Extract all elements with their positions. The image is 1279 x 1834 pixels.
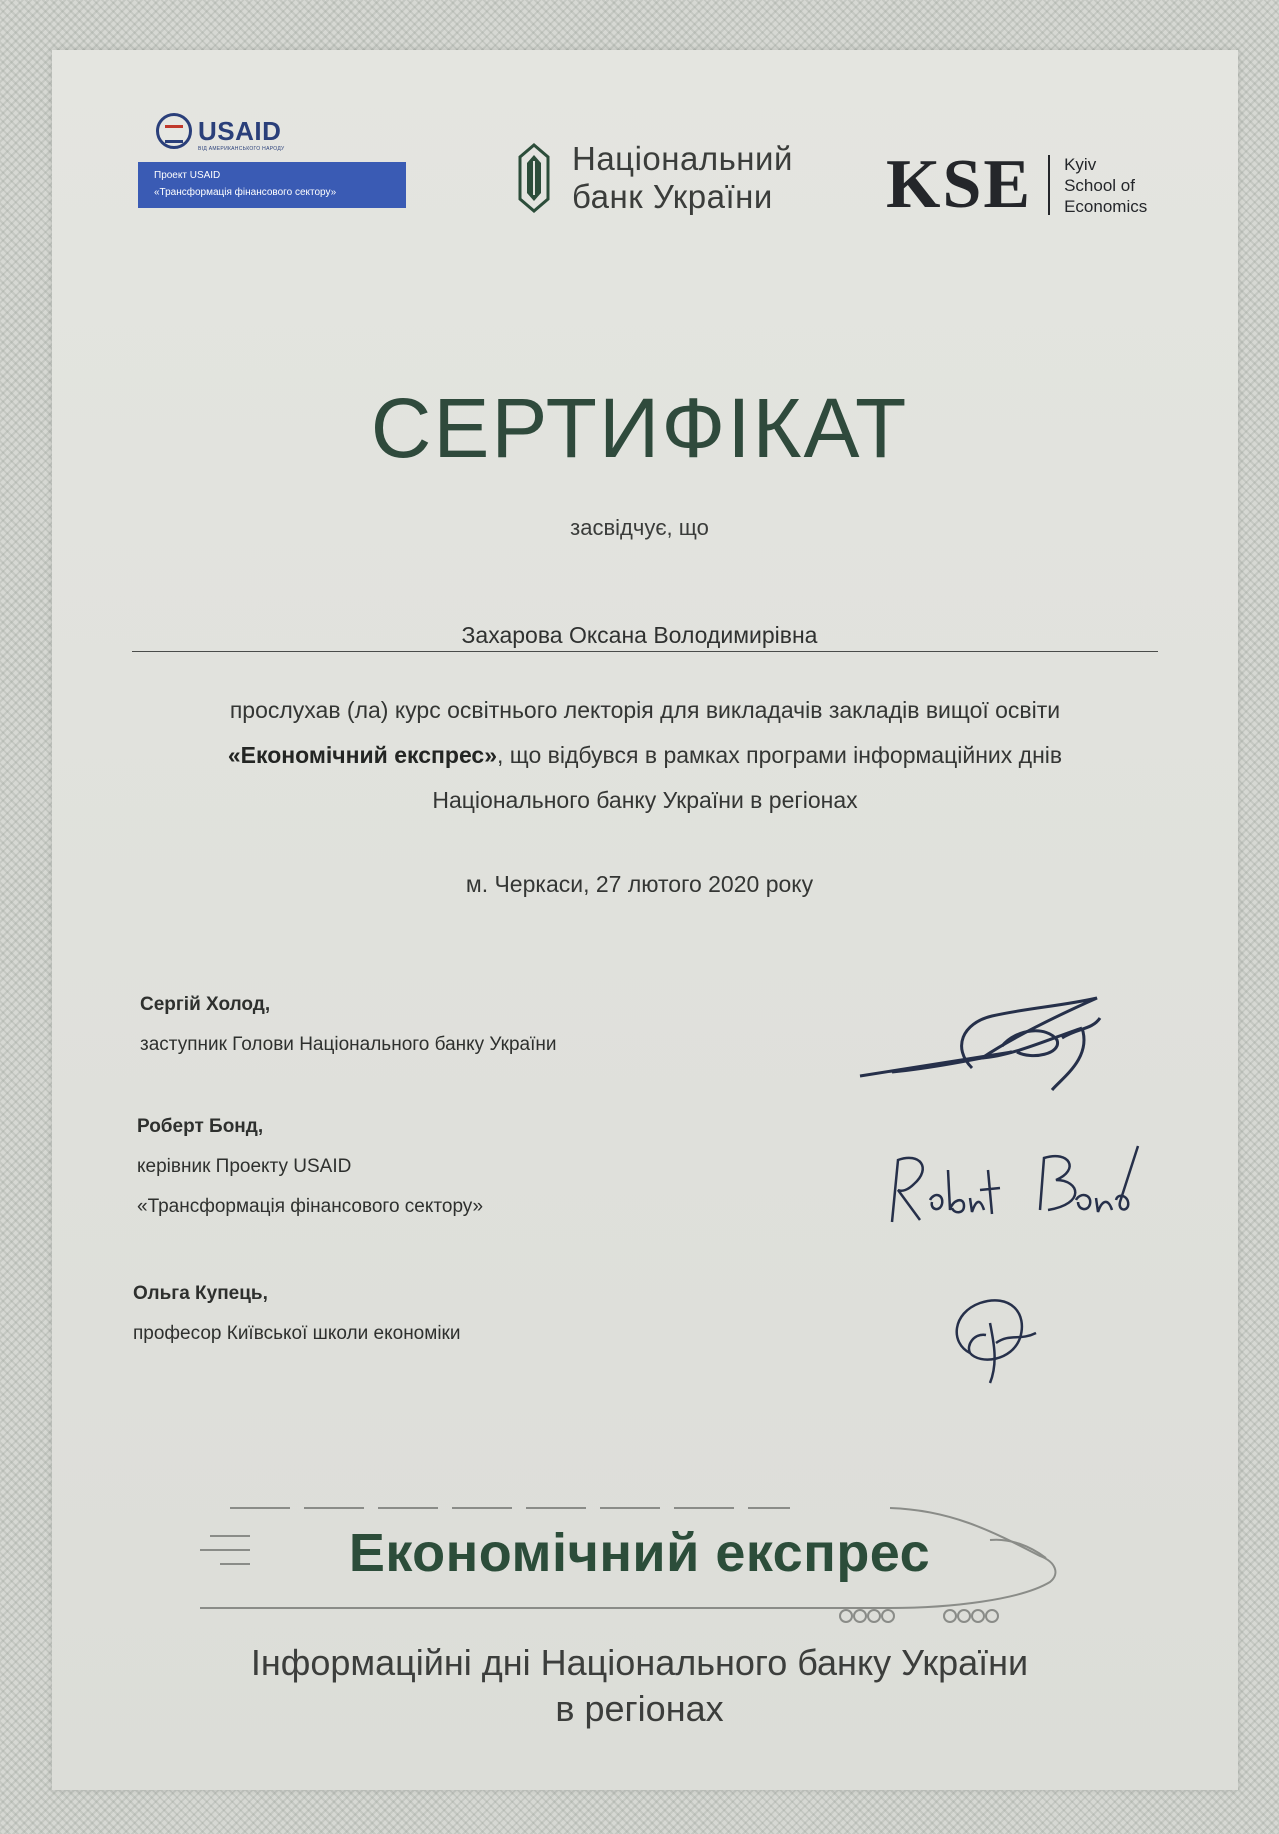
signer-block <box>133 1274 460 1354</box>
express-subtitle-line1: Інформаційні дні Національного банку України <box>250 1642 1029 1683</box>
signer-role: професор Київської школи економіки <box>133 1323 461 1344</box>
nbu-logo <box>516 140 793 216</box>
signer-block <box>137 1107 483 1227</box>
signer-block <box>140 985 556 1065</box>
kse-mark: KSE <box>886 146 1033 223</box>
signer-role-line2: «Трансформація фінансового сектору» <box>137 1196 484 1217</box>
express-subtitle-line2: в регіонах <box>555 1688 724 1729</box>
signer-name: Роберт Бонд, <box>137 1116 264 1137</box>
usaid-wordmark: USAID <box>198 115 282 146</box>
signature-kholod <box>852 968 1132 1098</box>
signature-kupets <box>940 1283 1050 1393</box>
kse-line1: Kyiv <box>1064 154 1097 174</box>
kse-line2: School of <box>1064 175 1135 195</box>
place-date: м. Черкаси, 27 лютого 2020 року <box>465 871 814 897</box>
usaid-banner-line1: Проект USAID <box>154 170 221 181</box>
kse-line3: Economics <box>1064 196 1148 216</box>
express-title: Економічний експрес <box>348 1523 931 1583</box>
body-line-1: прослухав (ла) курс освітнього лекторія для викладачів закладів вищої освіти <box>229 697 1061 723</box>
kse-divider <box>1048 155 1050 215</box>
recipient-name: Захарова Оксана Володимирівна <box>461 622 818 648</box>
usaid-wordmark-row <box>156 112 410 150</box>
usaid-project-banner <box>138 162 406 208</box>
nbu-emblem-icon <box>516 143 552 213</box>
signer-name: Ольга Купець, <box>133 1283 268 1304</box>
kse-logo <box>886 146 1148 223</box>
signer-role: керівник Проекту USAID <box>137 1156 352 1177</box>
signer-role: заступник Голови Національного банку України <box>140 1034 557 1055</box>
course-name: «Економічний експрес» <box>227 742 498 768</box>
body-line-2-rest: , що відбувся в рамках програми інформаційних днів <box>497 742 1063 768</box>
usaid-tagline: ВІД АМЕРИКАНСЬКОГО НАРОДУ <box>198 146 285 152</box>
recipient-underline <box>132 651 1158 652</box>
usaid-banner-line2: «Трансформація фінансового сектору» <box>154 187 337 198</box>
signer-name: Сергій Холод, <box>140 994 271 1015</box>
express-subtitle <box>0 1640 1279 1732</box>
certifies-text: засвідчує, що <box>570 515 709 540</box>
nbu-line2: банк України <box>572 178 773 215</box>
kse-wordmark <box>1064 154 1147 217</box>
certificate-title: СЕРТИФІКАТ <box>370 381 909 475</box>
nbu-wordmark <box>572 140 793 216</box>
usaid-logo <box>138 112 410 208</box>
certificate-body <box>120 688 1170 823</box>
body-line-3: Національного банку України в регіонах <box>432 787 858 813</box>
body-line-2 <box>120 733 1170 778</box>
signature-bond <box>880 1140 1160 1240</box>
usaid-seal-icon <box>156 113 192 149</box>
nbu-line1: Національний <box>572 140 793 177</box>
